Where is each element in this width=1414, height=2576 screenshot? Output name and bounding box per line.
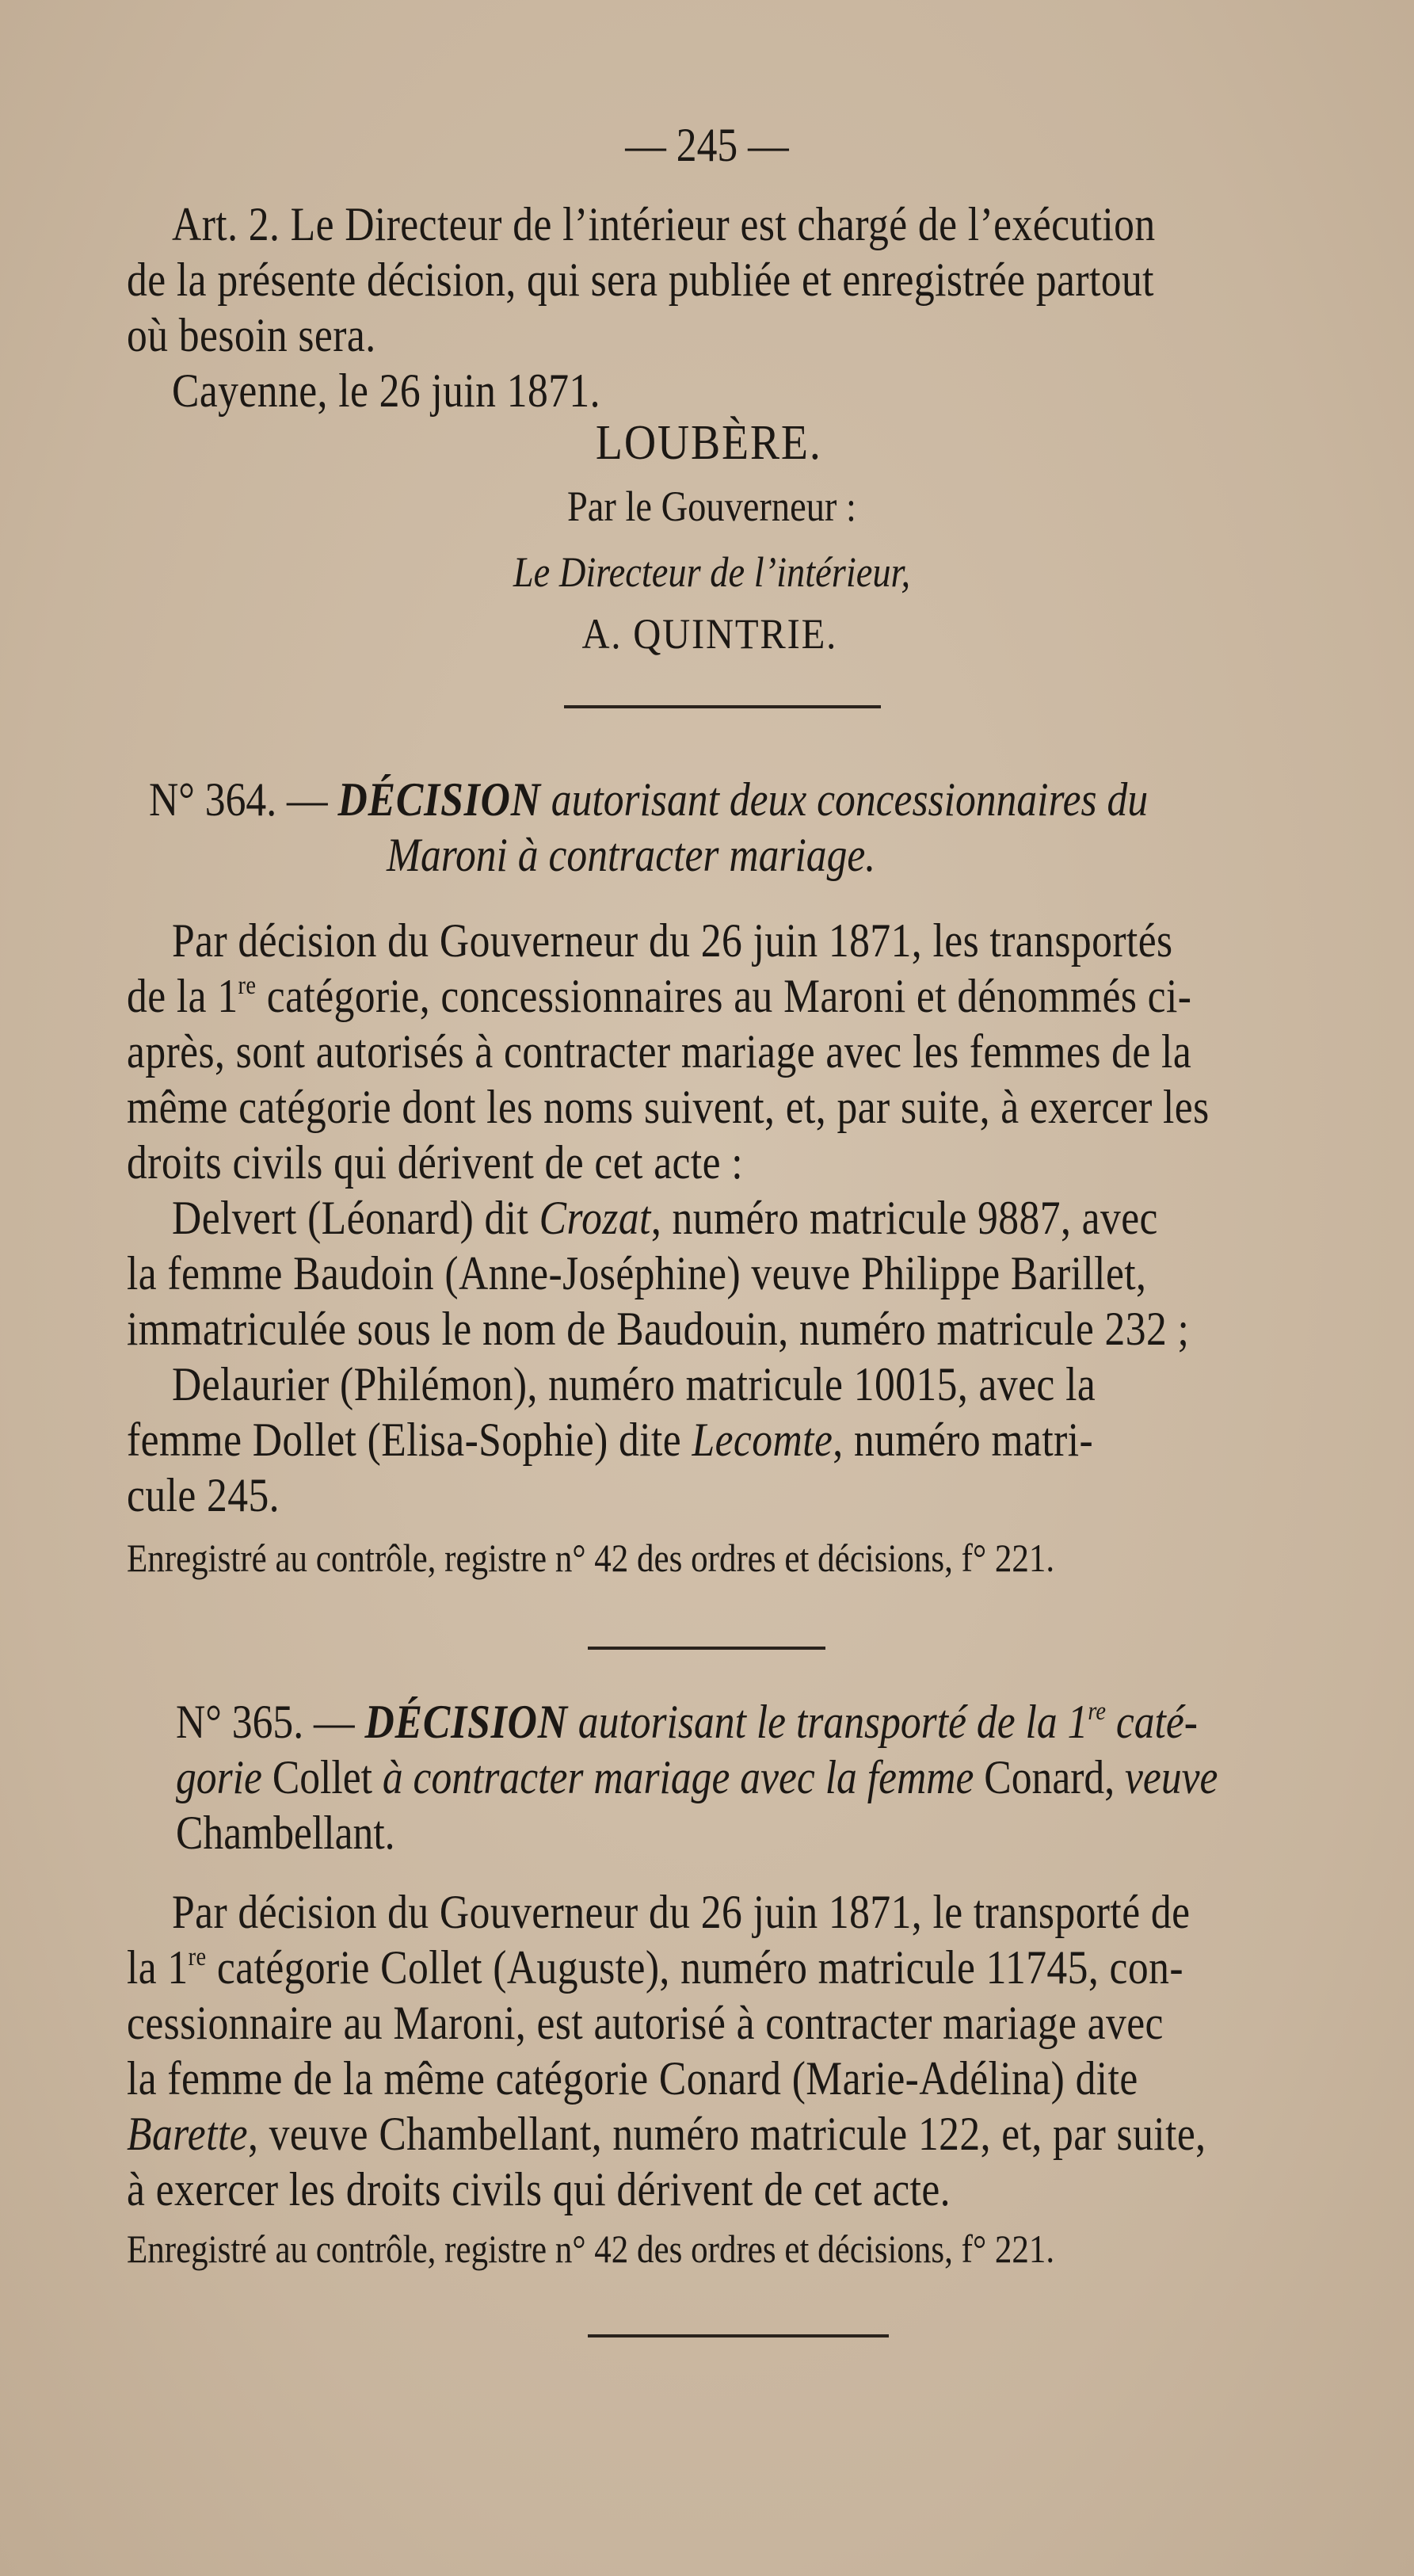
d365-body-line-4: la femme de la même catégorie Conard (Marie-Adélina) dite bbox=[127, 2052, 1138, 2105]
decision-364-title-line-2: Maroni à contracter mariage. bbox=[387, 829, 876, 881]
signature-director-name: A. QUINTRIE. bbox=[581, 610, 838, 658]
decision-365-heading-line-1: N° 365. — DÉCISION autorisant le transporté de la 1re caté- bbox=[176, 1696, 1198, 1748]
signature-director-title: Le Directeur de l’intérieur, bbox=[513, 548, 911, 596]
d364-registration: Enregistré au contrôle, registre n° 42 des ordres et décisions, f° 221. bbox=[127, 1536, 1055, 1580]
d364-body-line-7: la femme Baudoin (Anne-Joséphine) veuve Philippe Barillet, bbox=[127, 1247, 1147, 1299]
decision-364-number: N° 364. — bbox=[149, 773, 328, 826]
decision-364-title-bold: DÉCISION bbox=[337, 773, 541, 826]
separator-rule bbox=[564, 705, 881, 708]
d364-body-line-10: femme Dollet (Elisa-Sophie) dite Lecomte, numéro matri- bbox=[127, 1414, 1094, 1466]
decision-364-title-rest: autorisant deux concessionnaires du bbox=[551, 773, 1149, 826]
d365-body-line-1: Par décision du Gouverneur du 26 juin 1871, le transporté de bbox=[172, 1886, 1191, 1938]
page-number: — 245 — bbox=[625, 119, 789, 171]
decision-365-heading-line-3: Chambellant. bbox=[176, 1807, 395, 1859]
decision-365-heading-line-2: gorie Collet à contracter mariage avec la femme Conard, veuve bbox=[176, 1751, 1218, 1803]
d365-body-line-2: la 1re catégorie Collet (Auguste), numéro matricule 11745, con- bbox=[127, 1941, 1183, 1994]
d364-body-line-11: cule 245. bbox=[127, 1469, 280, 1521]
d364-body-line-9: Delaurier (Philémon), numéro matricule 10015, avec la bbox=[172, 1358, 1096, 1410]
d365-registration: Enregistré au contrôle, registre n° 42 des ordres et décisions, f° 221. bbox=[127, 2227, 1055, 2271]
signature-name: LOUBÈRE. bbox=[595, 416, 822, 470]
separator-rule bbox=[588, 1647, 825, 1650]
decision-364-heading-line-1 bbox=[149, 773, 1148, 826]
art2-line-2: de la présente décision, qui sera publiée et enregistrée partout bbox=[127, 254, 1154, 306]
separator-rule bbox=[588, 2334, 889, 2337]
d364-body-line-8: immatriculée sous le nom de Baudouin, numéro matricule 232 ; bbox=[127, 1303, 1190, 1355]
d364-body-line-1: Par décision du Gouverneur du 26 juin 1871, les transportés bbox=[172, 914, 1173, 967]
d364-body-line-6: Delvert (Léonard) dit Crozat, numéro matricule 9887, avec bbox=[172, 1192, 1158, 1244]
decision-364-heading-line-2 bbox=[387, 829, 875, 881]
art2-date: Cayenne, le 26 juin 1871. bbox=[172, 364, 600, 417]
d364-body-line-2: de la 1re catégorie, concessionnaires au Maroni et dénommés ci- bbox=[127, 970, 1192, 1022]
art2-line-1: Art. 2. Le Directeur de l’intérieur est chargé de l’exécution bbox=[172, 198, 1156, 250]
d364-body-line-5: droits civils qui dérivent de cet acte : bbox=[127, 1136, 744, 1189]
art2-line-3: où besoin sera. bbox=[127, 309, 376, 361]
d365-body-line-3: cessionnaire au Maroni, est autorisé à contracter mariage avec bbox=[127, 1997, 1164, 2049]
decision-365-number: N° 365. — bbox=[176, 1696, 355, 1748]
d364-body-line-3: après, sont autorisés à contracter mariage avec les femmes de la bbox=[127, 1025, 1192, 1078]
signature-par: Par le Gouverneur : bbox=[566, 483, 856, 530]
d365-body-line-6: à exercer les droits civils qui dérivent de cet acte. bbox=[127, 2163, 951, 2215]
decision-365-title-bold: DÉCISION bbox=[364, 1696, 568, 1748]
d364-body-line-4: même catégorie dont les noms suivent, et, par suite, à exercer les bbox=[127, 1081, 1210, 1133]
d365-body-line-5: Barette, veuve Chambellant, numéro matricule 122, et, par suite, bbox=[127, 2108, 1206, 2160]
